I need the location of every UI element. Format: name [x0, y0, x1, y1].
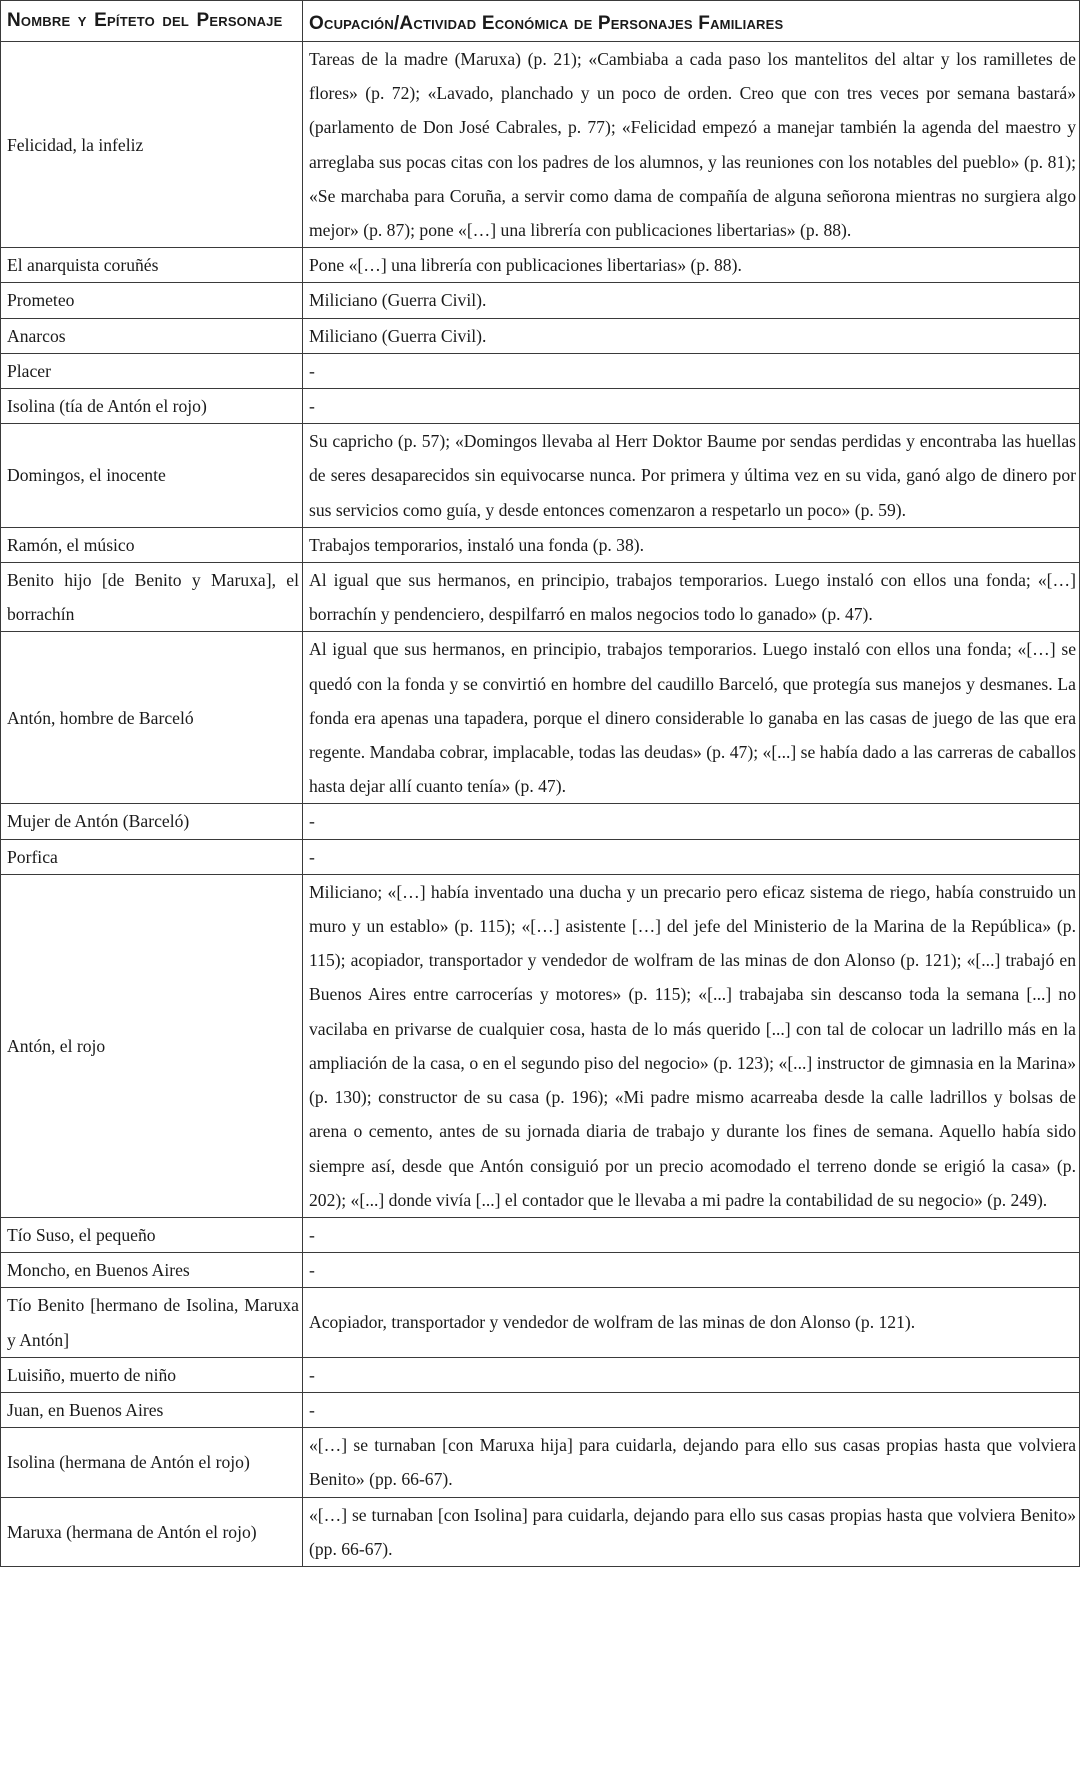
table-row	[1, 1497, 1080, 1566]
table-row	[1, 527, 1080, 562]
table-row	[1, 874, 1080, 1217]
header-character-name: Nombre y Epíteto del Personaje	[1, 1, 303, 42]
occupation-cell: Miliciano; «[…] había inventado una ducha y un precario pero eficaz sistema de riego, había construido un muro y un establo» (p. 115); «[…] asistente […] del jefe del Ministerio de la Marina de la República» (p. 115); acopiador, transportador y vendedor de wolfram de las minas de don Alonso (p. 121); «[...] trabajó en Buenos Aires entre carrocerías y motores» (p. 115); «[...] trabajaba sin descanso toda la semana [...] no vacilaba en privarse de cualquier cosa, hasta de lo más querido [...] con tal de colocar un ladrillo más en la ampliación de la casa, o en el segundo piso del negocio» (p. 123); «[...] instructor de gimnasia en la Marina» (p. 130); constructor de su casa (p. 196); «Mi padre mismo acarreaba desde la calle ladrillos y bolsas de arena o cemento, antes de su jornada diaria de trabajo y durante los fines de semana. Aquello había sido siempre así, desde que Antón consiguió por un precio acomodado el terreno donde se erigió la casa» (p. 202); «[...] donde vivía [...] el contador que le llevaba a mi padre la contabilidad de su negocio» (p. 249).	[303, 874, 1080, 1217]
table-row	[1, 424, 1080, 528]
character-name-cell: Isolina (tía de Antón el rojo)	[1, 389, 303, 424]
table-row	[1, 1217, 1080, 1252]
occupation-cell: -	[303, 353, 1080, 388]
table-row	[1, 1357, 1080, 1392]
occupation-cell: -	[303, 389, 1080, 424]
occupation-cell: -	[303, 804, 1080, 839]
character-name-cell: Anarcos	[1, 318, 303, 353]
table-row	[1, 283, 1080, 318]
character-name-cell: El anarquista coruñés	[1, 248, 303, 283]
character-name-cell: Placer	[1, 353, 303, 388]
character-name-cell: Porfica	[1, 839, 303, 874]
character-name-cell: Mujer de Antón (Barceló)	[1, 804, 303, 839]
character-name-cell: Antón, el rojo	[1, 874, 303, 1217]
character-name-cell: Tío Suso, el pequeño	[1, 1217, 303, 1252]
header-occupation: Ocupación/Actividad Económica de Personajes Familiares	[303, 1, 1080, 42]
occupation-cell: -	[303, 1217, 1080, 1252]
occupation-cell: «[…] se turnaban [con Isolina] para cuidarla, dejando para ello sus casas propias hasta que volviera Benito» (pp. 66-67).	[303, 1497, 1080, 1566]
table-row	[1, 563, 1080, 632]
table-header-row	[1, 1, 1080, 42]
occupation-cell: Tareas de la madre (Maruxa) (p. 21); «Cambiaba a cada paso los mantelitos del altar y los ramilletes de flores» (p. 72); «Lavado, planchado y un poco de orden. Creo que con tres veces por semana bastará» (parlamento de Don José Cabrales, p. 77); «Felicidad empezó a manejar también la agenda del maestro y arreglaba sus pocas citas con los padres de los alumnos, y las reuniones con los notables del pueblo» (p. 81); «Se marchaba para Coruña, a servir como dama de compañía de alguna señorona mientras no surgiera algo mejor» (p. 87); pone «[…] una librería con publicaciones libertarias» (p. 88).	[303, 42, 1080, 248]
character-name-cell: Prometeo	[1, 283, 303, 318]
character-name-cell: Luisiño, muerto de niño	[1, 1357, 303, 1392]
occupation-cell: Pone «[…] una librería con publicaciones libertarias» (p. 88).	[303, 248, 1080, 283]
table-row	[1, 389, 1080, 424]
occupation-cell: Acopiador, transportador y vendedor de wolfram de las minas de don Alonso (p. 121).	[303, 1288, 1080, 1357]
table-row	[1, 353, 1080, 388]
table-row	[1, 1288, 1080, 1357]
table-row	[1, 1392, 1080, 1427]
table-row	[1, 804, 1080, 839]
occupation-cell: Miliciano (Guerra Civil).	[303, 318, 1080, 353]
character-name-cell: Isolina (hermana de Antón el rojo)	[1, 1428, 303, 1497]
occupation-cell: Al igual que sus hermanos, en principio, trabajos temporarios. Luego instaló con ellos una fonda; «[…] borrachín y pendenciero, despilfarró en malos negocios todo lo ganado» (p. 47).	[303, 563, 1080, 632]
occupation-cell: «[…] se turnaban [con Maruxa hija] para cuidarla, dejando para ello sus casas propias hasta que volviera Benito» (pp. 66-67).	[303, 1428, 1080, 1497]
character-name-cell: Ramón, el músico	[1, 527, 303, 562]
character-name-cell: Domingos, el inocente	[1, 424, 303, 528]
character-name-cell: Tío Benito [hermano de Isolina, Maruxa y Antón]	[1, 1288, 303, 1357]
table-row	[1, 839, 1080, 874]
character-name-cell: Felicidad, la infeliz	[1, 42, 303, 248]
occupation-cell: Trabajos temporarios, instaló una fonda (p. 38).	[303, 527, 1080, 562]
occupation-cell: -	[303, 1253, 1080, 1288]
occupation-cell: -	[303, 839, 1080, 874]
character-name-cell: Juan, en Buenos Aires	[1, 1392, 303, 1427]
occupation-cell: -	[303, 1357, 1080, 1392]
occupation-cell: Al igual que sus hermanos, en principio, trabajos temporarios. Luego instaló con ellos una fonda; «[…] se quedó con la fonda y se convirtió en hombre del caudillo Barceló, que protegía sus manejos y desmanes. La fonda era apenas una tapadera, porque el dinero considerable lo ganaba en las casas de juego de las que era regente. Mandaba cobrar, implacable, todas las deudas» (p. 47); «[...] se había dado a las carreras de caballos hasta dejar allí cuanto tenía» (p. 47).	[303, 632, 1080, 804]
table-row	[1, 42, 1080, 248]
occupation-cell: Su capricho (p. 57); «Domingos llevaba al Herr Doktor Baume por sendas perdidas y encontraba las huellas de seres desaparecidos sin equivocarse nunca. Por primera y última vez en su vida, ganó algo de dinero por sus servicios como guía, y desde entonces comenzaron a respetarlo un poco» (p. 59).	[303, 424, 1080, 528]
table-row	[1, 318, 1080, 353]
character-name-cell: Benito hijo [de Benito y Maruxa], el borrachín	[1, 563, 303, 632]
table-row	[1, 248, 1080, 283]
character-name-cell: Antón, hombre de Barceló	[1, 632, 303, 804]
character-name-cell: Maruxa (hermana de Antón el rojo)	[1, 1497, 303, 1566]
table-row	[1, 1253, 1080, 1288]
occupation-cell: -	[303, 1392, 1080, 1427]
table-row	[1, 632, 1080, 804]
occupation-cell: Miliciano (Guerra Civil).	[303, 283, 1080, 318]
character-name-cell: Moncho, en Buenos Aires	[1, 1253, 303, 1288]
table-row	[1, 1428, 1080, 1497]
